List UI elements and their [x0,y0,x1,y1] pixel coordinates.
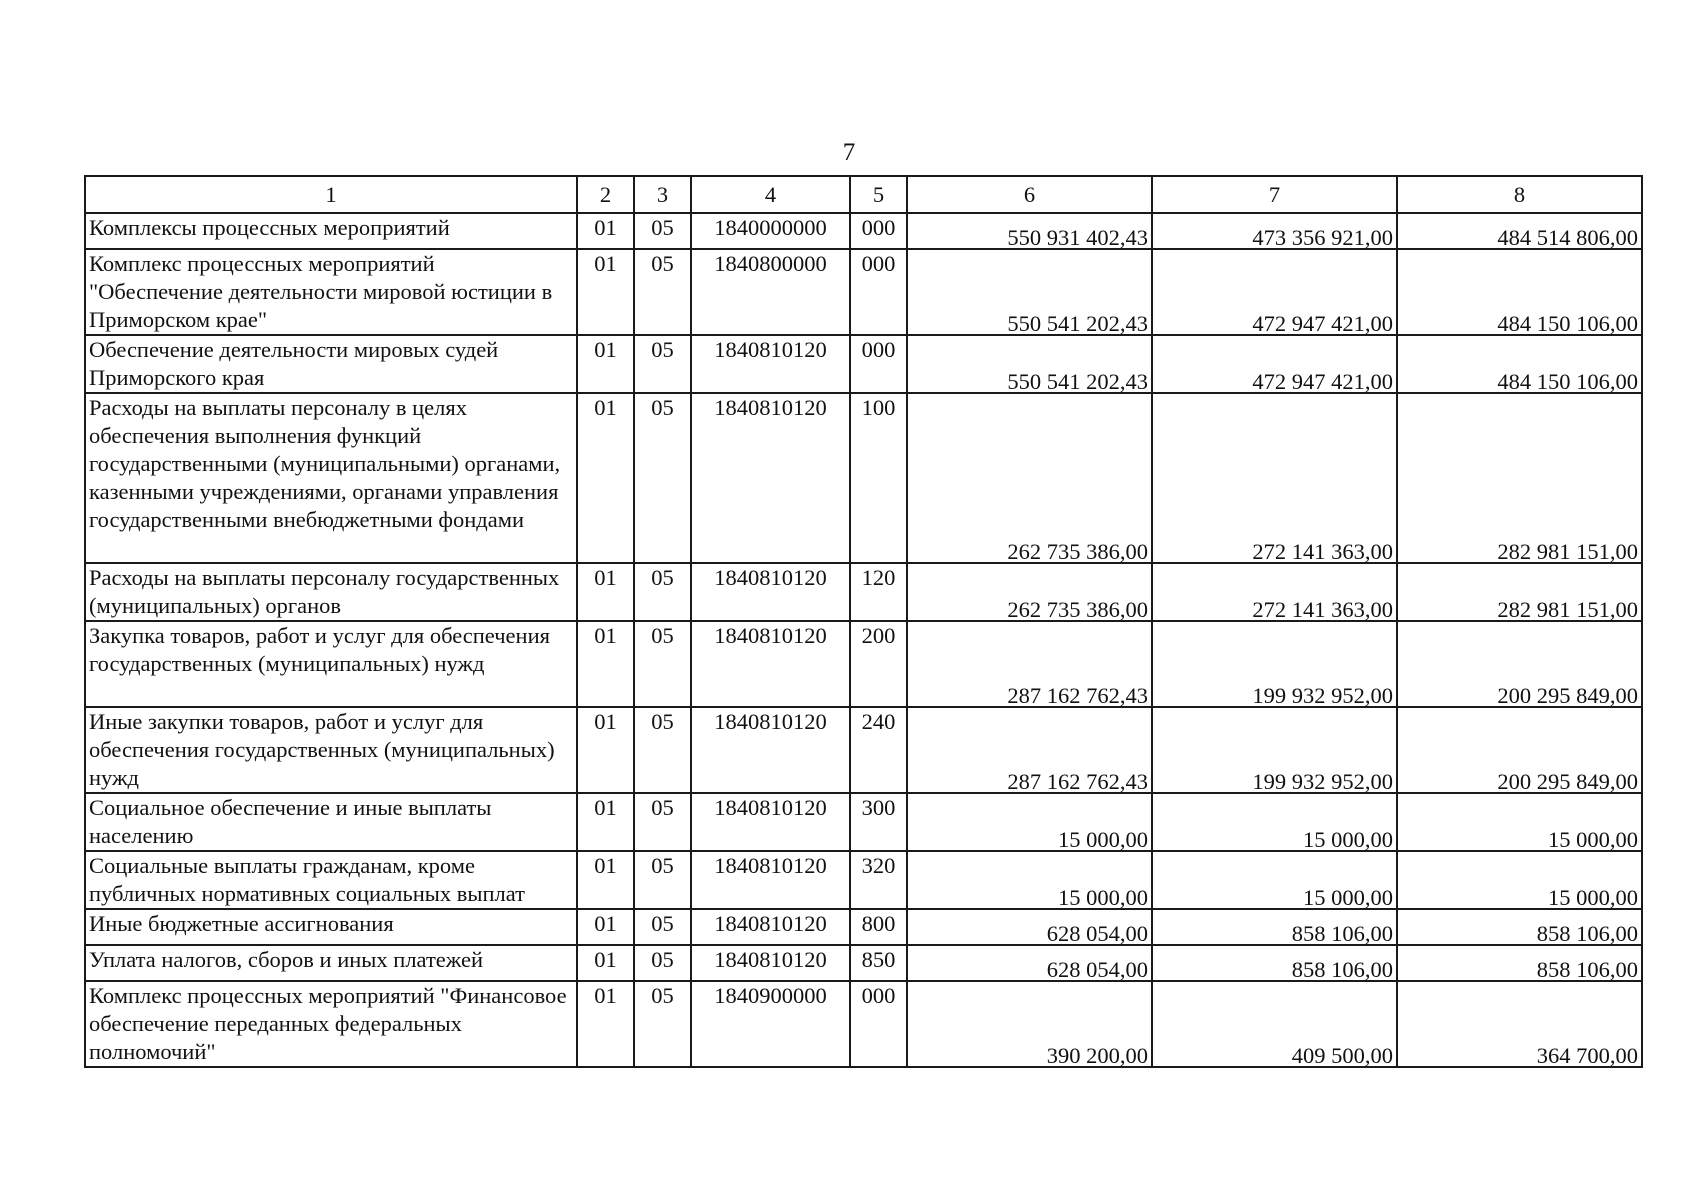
header-col-8: 8 [1397,176,1642,213]
table-row [85,981,1642,1067]
row-code-5: 000 [850,249,907,335]
row-value-8 [1397,793,1642,851]
row-value-6-text: 628 054,00 [1046,921,1148,946]
row-code-2: 01 [577,213,634,249]
row-code-4: 1840810120 [691,563,850,621]
row-value-8-text: 484 514 806,00 [1497,225,1638,250]
row-code-5: 300 [850,793,907,851]
row-code-5: 000 [850,213,907,249]
row-value-6 [907,909,1152,945]
row-value-6 [907,945,1152,981]
row-value-8-text: 200 295 849,00 [1497,769,1638,794]
table-row [85,945,1642,981]
row-value-8 [1397,249,1642,335]
row-value-8-text: 484 150 106,00 [1497,369,1638,394]
row-value-8 [1397,945,1642,981]
row-name: Социальное обеспечение и иные выплаты населению [85,793,577,851]
row-code-2: 01 [577,393,634,563]
row-value-7-text: 199 932 952,00 [1252,769,1393,794]
row-value-7 [1152,945,1397,981]
row-value-8-text: 282 981 151,00 [1497,597,1638,622]
table-row [85,335,1642,393]
header-col-4: 4 [691,176,850,213]
row-code-5: 240 [850,707,907,793]
table-row [85,563,1642,621]
row-code-3: 05 [634,213,691,249]
row-code-4: 1840800000 [691,249,850,335]
row-value-7 [1152,213,1397,249]
header-col-3: 3 [634,176,691,213]
row-value-6 [907,707,1152,793]
row-code-5: 000 [850,981,907,1067]
row-value-8-text: 858 106,00 [1536,957,1638,982]
row-code-4: 1840000000 [691,213,850,249]
row-value-7 [1152,621,1397,707]
row-value-8 [1397,563,1642,621]
header-col-2: 2 [577,176,634,213]
row-code-5: 000 [850,335,907,393]
row-code-2: 01 [577,981,634,1067]
header-col-1: 1 [85,176,577,213]
table-row [85,707,1642,793]
table-row [85,621,1642,707]
row-value-8 [1397,851,1642,909]
page-number: 7 [842,139,856,166]
row-code-2: 01 [577,909,634,945]
row-name: Социальные выплаты гражданам, кроме публичных нормативных социальных выплат [85,851,577,909]
row-value-8-text: 484 150 106,00 [1497,311,1638,336]
row-code-4: 1840810120 [691,851,850,909]
row-value-7-text: 858 106,00 [1291,957,1393,982]
row-value-8 [1397,909,1642,945]
row-value-7-text: 858 106,00 [1291,921,1393,946]
row-value-6 [907,981,1152,1067]
table-row [85,249,1642,335]
row-name: Закупка товаров, работ и услуг для обеспечения государственных (муниципальных) нужд [85,621,577,707]
row-code-3: 05 [634,981,691,1067]
row-code-3: 05 [634,335,691,393]
row-value-7 [1152,707,1397,793]
row-value-6-text: 262 735 386,00 [1007,597,1148,622]
row-value-8 [1397,621,1642,707]
row-value-7-text: 472 947 421,00 [1252,311,1393,336]
row-value-6-text: 15 000,00 [1058,827,1148,852]
row-value-7-text: 272 141 363,00 [1252,539,1393,564]
row-code-5: 200 [850,621,907,707]
row-code-2: 01 [577,945,634,981]
row-code-3: 05 [634,707,691,793]
row-value-7-text: 473 356 921,00 [1252,225,1393,250]
table-row [85,909,1642,945]
row-value-8 [1397,393,1642,563]
table-row [85,793,1642,851]
row-value-8-text: 200 295 849,00 [1497,683,1638,708]
row-value-8-text: 364 700,00 [1536,1043,1638,1068]
row-code-4: 1840810120 [691,335,850,393]
row-value-6 [907,563,1152,621]
row-value-7 [1152,335,1397,393]
row-code-3: 05 [634,393,691,563]
row-value-7-text: 472 947 421,00 [1252,369,1393,394]
row-code-3: 05 [634,793,691,851]
header-col-5: 5 [850,176,907,213]
row-value-6 [907,213,1152,249]
row-code-3: 05 [634,621,691,707]
header-col-7: 7 [1152,176,1397,213]
row-value-7-text: 199 932 952,00 [1252,683,1393,708]
row-code-5: 320 [850,851,907,909]
row-value-6-text: 15 000,00 [1058,885,1148,910]
row-value-7-text: 15 000,00 [1303,885,1393,910]
row-code-3: 05 [634,851,691,909]
row-code-5: 100 [850,393,907,563]
header-col-6: 6 [907,176,1152,213]
row-value-7 [1152,981,1397,1067]
row-name: Уплата налогов, сборов и иных платежей [85,945,577,981]
row-name: Обеспечение деятельности мировых судей Приморского края [85,335,577,393]
row-code-4: 1840900000 [691,981,850,1067]
row-code-4: 1840810120 [691,621,850,707]
row-value-7 [1152,793,1397,851]
row-value-7 [1152,909,1397,945]
row-code-4: 1840810120 [691,393,850,563]
row-name: Комплекс процессных мероприятий "Обеспечение деятельности мировой юстиции в Приморском крае" [85,249,577,335]
row-value-7 [1152,393,1397,563]
budget-table [84,175,1643,1068]
row-value-6 [907,793,1152,851]
row-code-3: 05 [634,945,691,981]
row-value-7 [1152,249,1397,335]
row-value-6 [907,249,1152,335]
row-code-2: 01 [577,707,634,793]
row-code-4: 1840810120 [691,707,850,793]
row-value-7-text: 15 000,00 [1303,827,1393,852]
row-code-4: 1840810120 [691,793,850,851]
row-value-7 [1152,563,1397,621]
row-value-8 [1397,707,1642,793]
row-code-3: 05 [634,909,691,945]
row-value-6-text: 550 541 202,43 [1007,311,1148,336]
row-value-8 [1397,981,1642,1067]
table-row [85,851,1642,909]
row-value-7-text: 409 500,00 [1291,1043,1393,1068]
row-code-2: 01 [577,335,634,393]
row-value-7-text: 272 141 363,00 [1252,597,1393,622]
row-code-4: 1840810120 [691,945,850,981]
row-value-6 [907,393,1152,563]
row-code-3: 05 [634,249,691,335]
row-code-5: 800 [850,909,907,945]
row-value-7 [1152,851,1397,909]
row-value-6-text: 262 735 386,00 [1007,539,1148,564]
row-value-6-text: 390 200,00 [1046,1043,1148,1068]
row-value-6-text: 628 054,00 [1046,957,1148,982]
row-name: Комплекс процессных мероприятий "Финансовое обеспечение переданных федеральных полномочий" [85,981,577,1067]
row-name: Расходы на выплаты персоналу в целях обеспечения выполнения функций государственными (муниципальными) органами, казенными учреждениями, органами управления государственными внебюджетными фондами [85,393,577,563]
row-name: Расходы на выплаты персоналу государственных (муниципальных) органов [85,563,577,621]
row-value-6-text: 550 541 202,43 [1007,369,1148,394]
row-value-8 [1397,335,1642,393]
table-row [85,213,1642,249]
header-row [85,176,1642,213]
row-value-8-text: 15 000,00 [1548,827,1638,852]
row-code-4: 1840810120 [691,909,850,945]
row-value-6-text: 550 931 402,43 [1007,225,1148,250]
row-code-2: 01 [577,563,634,621]
row-value-8-text: 858 106,00 [1536,921,1638,946]
row-code-5: 850 [850,945,907,981]
row-value-6 [907,621,1152,707]
row-value-6 [907,851,1152,909]
row-value-8-text: 15 000,00 [1548,885,1638,910]
row-value-6 [907,335,1152,393]
table-row [85,393,1642,563]
row-code-2: 01 [577,793,634,851]
row-value-6-text: 287 162 762,43 [1007,769,1148,794]
row-value-8-text: 282 981 151,00 [1497,539,1638,564]
row-name: Иные закупки товаров, работ и услуг для обеспечения государственных (муниципальных) нужд [85,707,577,793]
row-code-3: 05 [634,563,691,621]
row-value-8 [1397,213,1642,249]
row-name: Иные бюджетные ассигнования [85,909,577,945]
row-code-2: 01 [577,249,634,335]
row-value-6-text: 287 162 762,43 [1007,683,1148,708]
row-code-2: 01 [577,621,634,707]
row-code-2: 01 [577,851,634,909]
row-code-5: 120 [850,563,907,621]
row-name: Комплексы процессных мероприятий [85,213,577,249]
